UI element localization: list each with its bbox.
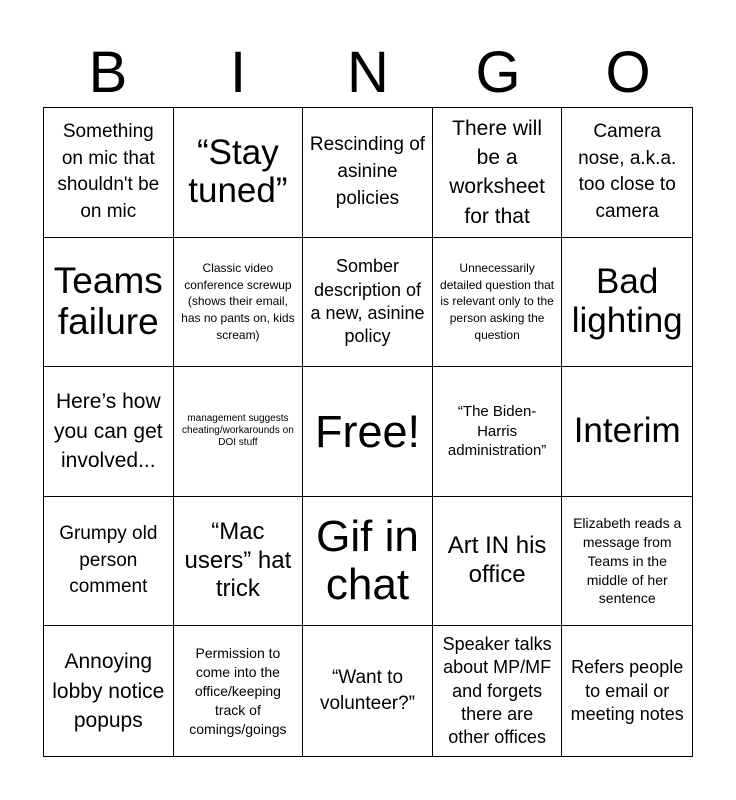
bingo-header xyxy=(43,38,693,108)
bingo-cell[interactable] xyxy=(174,367,304,497)
cell-text: management suggests cheating/workarounds on DOI stuff xyxy=(182,413,294,449)
cell-text: Something on mic that shouldn't be on mic xyxy=(57,121,160,222)
bingo-cell[interactable] xyxy=(562,626,692,756)
bingo-cell[interactable] xyxy=(303,238,433,368)
cell-text: “The Biden-Harris administration” xyxy=(447,403,547,460)
cell-text: Permission to come into the office/keeping track of comings/goings xyxy=(189,644,287,737)
bingo-cell[interactable] xyxy=(44,367,174,497)
bingo-cell[interactable] xyxy=(44,238,174,368)
bingo-cell[interactable] xyxy=(174,626,304,756)
cell-text: Annoying lobby notice popups xyxy=(52,650,165,732)
bingo-cell[interactable] xyxy=(433,238,563,368)
cell-text: Camera nose, a.k.a. too close to camera xyxy=(578,121,677,222)
cell-text: Art IN his office xyxy=(447,532,547,589)
cell-text: Speaker talks about MP/MF and forgets there are other offices xyxy=(442,633,552,748)
cell-text: Elizabeth reads a message from Teams in the middle of her sentence xyxy=(573,514,682,607)
bingo-cell[interactable] xyxy=(433,108,563,238)
header-letter-n: N xyxy=(347,40,389,105)
cell-text: Interim xyxy=(573,411,681,451)
cell-text: Refers people to email or meeting notes xyxy=(570,657,684,724)
cell-text: Bad lighting xyxy=(571,262,683,340)
cell-text: “Stay tuned” xyxy=(188,132,288,211)
cell-text: Teams failure xyxy=(53,260,163,342)
bingo-cell[interactable] xyxy=(174,108,304,238)
free-space-text: Free! xyxy=(314,405,420,457)
bingo-cell[interactable] xyxy=(433,626,563,756)
cell-text: “Mac users” hat trick xyxy=(184,517,292,603)
cell-text: Here’s how you can get involved... xyxy=(54,390,163,473)
bingo-cell[interactable] xyxy=(303,497,433,627)
header-letter-o: O xyxy=(605,40,651,105)
bingo-cell[interactable] xyxy=(562,497,692,627)
bingo-board xyxy=(43,107,693,757)
bingo-cell[interactable] xyxy=(44,497,174,627)
bingo-cell[interactable] xyxy=(562,367,692,497)
cell-text: “Want to volunteer?” xyxy=(319,666,416,715)
header-letter-b: B xyxy=(88,40,128,105)
header-letter-i: I xyxy=(229,40,247,105)
bingo-cell[interactable] xyxy=(303,108,433,238)
bingo-cell[interactable] xyxy=(562,108,692,238)
free-space-cell[interactable] xyxy=(303,367,433,497)
cell-text: Grumpy old person comment xyxy=(59,523,158,598)
cell-text: Rescinding of asinine policies xyxy=(309,134,426,209)
header-letter-g: G xyxy=(475,40,521,105)
bingo-cell[interactable] xyxy=(44,626,174,756)
bingo-cell[interactable] xyxy=(433,367,563,497)
cell-text: Somber description of a new, asinine policy xyxy=(310,256,425,347)
bingo-cell[interactable] xyxy=(174,238,304,368)
bingo-cell[interactable] xyxy=(562,238,692,368)
bingo-cell[interactable] xyxy=(303,626,433,756)
bingo-cell[interactable] xyxy=(174,497,304,627)
cell-text: There will be a worksheet for that xyxy=(449,116,545,228)
cell-text: Unnecessarily detailed question that is relevant only to the person asking the question xyxy=(440,260,555,343)
cell-text: Classic video conference screwup (shows their email, has no pants on, kids scream) xyxy=(181,260,295,343)
bingo-cell[interactable] xyxy=(433,497,563,627)
cell-text: Gif in chat xyxy=(316,511,419,610)
bingo-cell[interactable] xyxy=(44,108,174,238)
